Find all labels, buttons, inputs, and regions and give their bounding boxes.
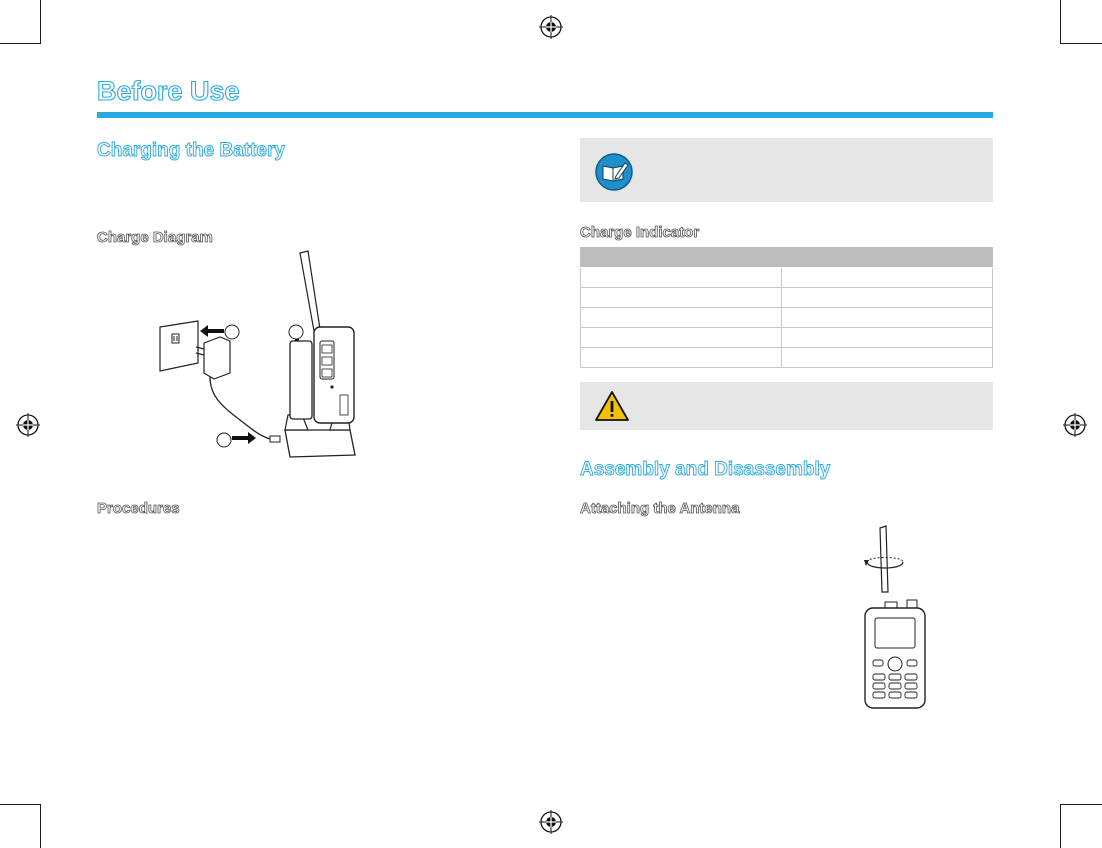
table-row: [581, 328, 993, 348]
registration-mark-icon: [539, 810, 563, 834]
arrow-3: [232, 432, 256, 444]
note-book-pen-icon: [594, 152, 634, 192]
warning-triangle-icon: [594, 390, 630, 422]
charging-cable: [210, 377, 274, 440]
table-row: [581, 268, 993, 288]
antenna: [300, 251, 320, 331]
wall-outlet: [160, 321, 198, 371]
antenna-attachment-illustration: [855, 522, 935, 712]
charger-cradle: [285, 430, 355, 457]
table-row: [581, 308, 993, 328]
table-cell: [581, 288, 782, 308]
arrow-1: [200, 325, 224, 337]
table-cell: [782, 308, 993, 328]
attaching-antenna-heading: Attaching the Antenna: [580, 500, 740, 517]
section-title-charging: Charging the Battery: [97, 140, 285, 161]
battery-pack: [290, 341, 312, 419]
crop-mark: [40, 804, 41, 848]
procedures-heading: Procedures: [97, 500, 180, 517]
note-box: [580, 138, 993, 202]
registration-mark-icon: [1063, 413, 1087, 437]
table-row: [581, 348, 993, 368]
registration-mark-icon: [539, 15, 563, 39]
table-cell: [782, 288, 993, 308]
table-header-cell: [782, 248, 993, 268]
charge-indicator-table: [580, 247, 993, 368]
table-row: [581, 288, 993, 308]
crop-mark: [1060, 43, 1102, 44]
registration-mark-icon: [16, 413, 40, 437]
table-cell: [581, 348, 782, 368]
table-header-cell: [581, 248, 782, 268]
crop-mark: [0, 43, 41, 44]
step-badge-2: [289, 325, 303, 339]
power-adapter: [204, 337, 230, 379]
table-cell: [782, 348, 993, 368]
page-title: Before Use: [97, 76, 240, 106]
crop-mark: [40, 0, 41, 44]
step-badge-3: [217, 433, 231, 447]
table-header-row: [581, 248, 993, 268]
table-cell: [782, 328, 993, 348]
crop-mark: [0, 804, 41, 805]
table-cell: [581, 328, 782, 348]
crop-mark: [1060, 0, 1061, 44]
table-cell: [581, 268, 782, 288]
charge-indicator-heading: Charge Indicator: [580, 224, 700, 241]
section-title-assembly: Assembly and Disassembly: [580, 459, 831, 480]
caution-box: [580, 382, 993, 430]
title-underline: [97, 112, 993, 118]
charge-diagram-illustration: [150, 245, 365, 460]
crop-mark: [1060, 804, 1061, 848]
table-cell: [581, 308, 782, 328]
crop-mark: [1060, 804, 1102, 805]
step-badge-1: [225, 325, 239, 339]
antenna: [880, 526, 888, 592]
table-cell: [782, 268, 993, 288]
charge-diagram-heading: Charge Diagram: [97, 229, 213, 246]
radio-display: [875, 618, 915, 648]
